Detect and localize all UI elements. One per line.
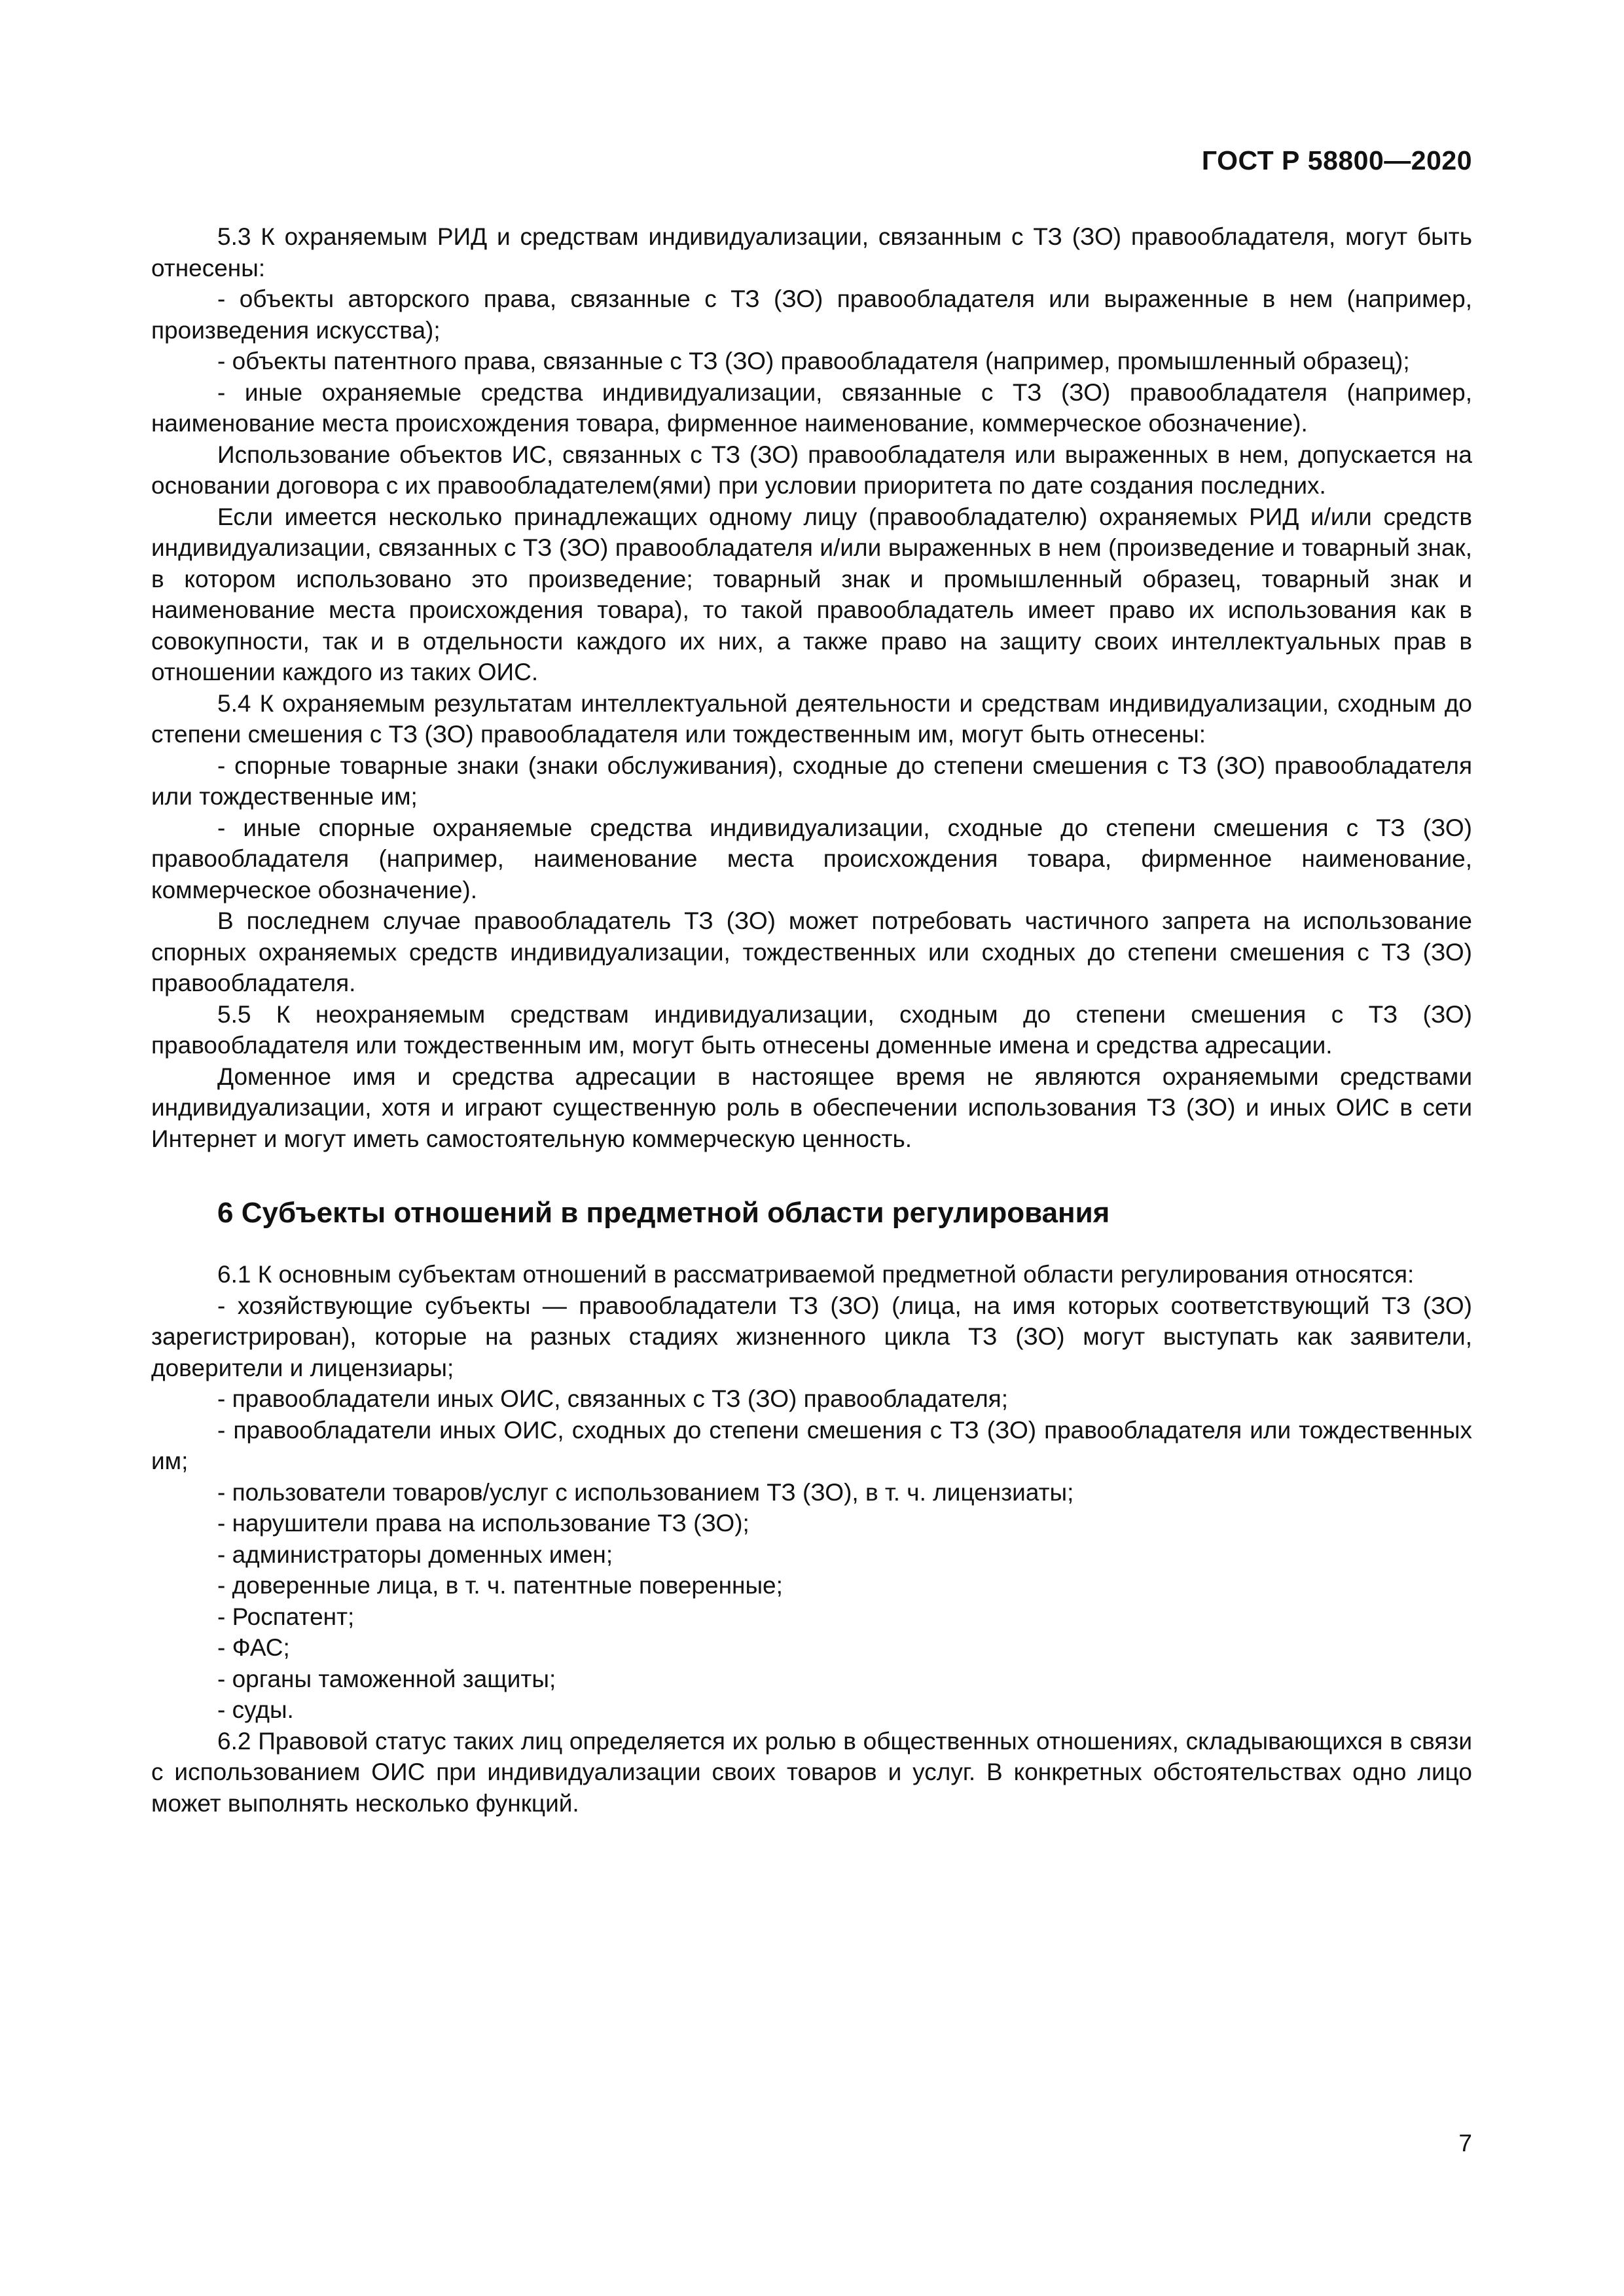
section-title: 6 Субъекты отношений в предметной области регулирования bbox=[217, 1197, 1110, 1229]
list-item: - иные охраняемые средства индивидуализации, связанные с ТЗ (ЗО) правообладателя (например, наименование места происхождения товара, фирменное наименование, коммерческое обозначение). bbox=[151, 378, 1472, 437]
list-item: - администраторы доменных имен; bbox=[217, 1540, 613, 1568]
page-number: 7 bbox=[1458, 2130, 1472, 2157]
list-item: - спорные товарные знаки (знаки обслуживания), сходные до степени смешения с ТЗ (ЗО) правообладателя или тождественные им; bbox=[151, 752, 1472, 810]
list-item: - органы таможенной защиты; bbox=[217, 1665, 556, 1692]
list-item: - объекты авторского права, связанные с ТЗ (ЗО) правообладателя или выраженные в нем (например, произведения искусства); bbox=[151, 285, 1472, 344]
list-item: - объекты патентного права, связанные с ТЗ (ЗО) правообладателя (например, промышленный образец); bbox=[217, 348, 1410, 374]
list-item: - суды. bbox=[217, 1696, 294, 1723]
paragraph: Доменное имя и средства адресации в настоящее время не являются охраняемыми средствами индивидуализации, хотя и играют существенную роль в обеспечении использования ТЗ (ЗО) и иных ОИС в сети Интернет и могут иметь самостоятельную коммерческую ценность. bbox=[151, 1063, 1472, 1152]
paragraph: 6.1 К основным субъектам отношений в рассматриваемой предметной области регулирования относятся: bbox=[217, 1261, 1415, 1288]
document-body bbox=[151, 221, 1472, 1819]
paragraph: 5.5 К неохраняемым средствам индивидуализации, сходным до степени смешения с ТЗ (ЗО) правообладателя или тождественным им, могут быть отнесены доменные имена и средства адресации. bbox=[151, 1000, 1472, 1059]
list-item: - иные спорные охраняемые средства индивидуализации, сходные до степени смешения с ТЗ (ЗО) правообладателя (например, наименование места происхождения товара, фирменное наименование, коммерческое обозначение). bbox=[151, 814, 1472, 903]
paragraph: 5.4 К охраняемым результатам интеллектуальной деятельности и средствам индивидуализации, сходным до степени смешения с ТЗ (ЗО) правообладателя или тождественным им, могут быть отнесены: bbox=[151, 689, 1472, 748]
list-item: - правообладатели иных ОИС, связанных с ТЗ (ЗО) правообладателя; bbox=[217, 1385, 1008, 1412]
paragraph: Если имеется несколько принадлежащих одному лицу (правообладателю) охраняемых РИД и/или средств индивидуализации, связанных с ТЗ (ЗО) правообладателя и/или выраженных в нем (произведение и товарный знак, в котором использовано это произведение; товарный знак и промышленный образец, товарный знак и наименование места происхождения товара), то такой правообладатель имеет право их использования как в совокупности, так и в отдельности каждого их них, а также право на защиту своих интеллектуальных прав в отношении каждого из таких ОИС. bbox=[151, 503, 1472, 685]
paragraph: 6.2 Правовой статус таких лиц определяется их ролью в общественных отношениях, складывающихся в связи с использованием ОИС при индивидуализации своих товаров и услуг. В конкретных обстоятельствах одно лицо может выполнять несколько функций. bbox=[151, 1727, 1472, 1817]
list-item: - ФАС; bbox=[217, 1634, 290, 1661]
list-item: - Роспатент; bbox=[217, 1603, 355, 1630]
list-item: - нарушители права на использование ТЗ (ЗО); bbox=[217, 1510, 749, 1537]
document-code-header: ГОСТ Р 58800—2020 bbox=[1201, 145, 1472, 175]
section-6-body bbox=[151, 1259, 1472, 1819]
paragraph: 5.3 К охраняемым РИД и средствам индивидуализации, связанным с ТЗ (ЗО) правообладателя, могут быть отнесены: bbox=[151, 223, 1472, 282]
list-item: - правообладатели иных ОИС, сходных до степени смешения с ТЗ (ЗО) правообладателя или тождественных им; bbox=[151, 1416, 1472, 1474]
list-item: - пользователи товаров/услуг с использованием ТЗ (ЗО), в т. ч. лицензиаты; bbox=[217, 1478, 1074, 1506]
paragraph: Использование объектов ИС, связанных с ТЗ (ЗО) правообладателя или выраженных в нем, допускается на основании договора с их правообладателем(ями) при условии приоритета по дате создания последних. bbox=[151, 441, 1472, 499]
section-5-continuation bbox=[151, 221, 1472, 1154]
paragraph: В последнем случае правообладатель ТЗ (ЗО) может потребовать частичного запрета на использование спорных охраняемых средств индивидуализации, тождественных или сходных до степени смешения с ТЗ (ЗО) правообладателя. bbox=[151, 907, 1472, 996]
list-item: - хозяйствующие субъекты — правообладатели ТЗ (ЗО) (лица, на имя которых соответствующий ТЗ (ЗО) зарегистрирован), которые на разных стадиях жизненного цикла ТЗ (ЗО) могут выступать как заявители, доверители и лицензиары; bbox=[151, 1292, 1472, 1381]
list-item: - доверенные лица, в т. ч. патентные поверенные; bbox=[217, 1572, 783, 1599]
